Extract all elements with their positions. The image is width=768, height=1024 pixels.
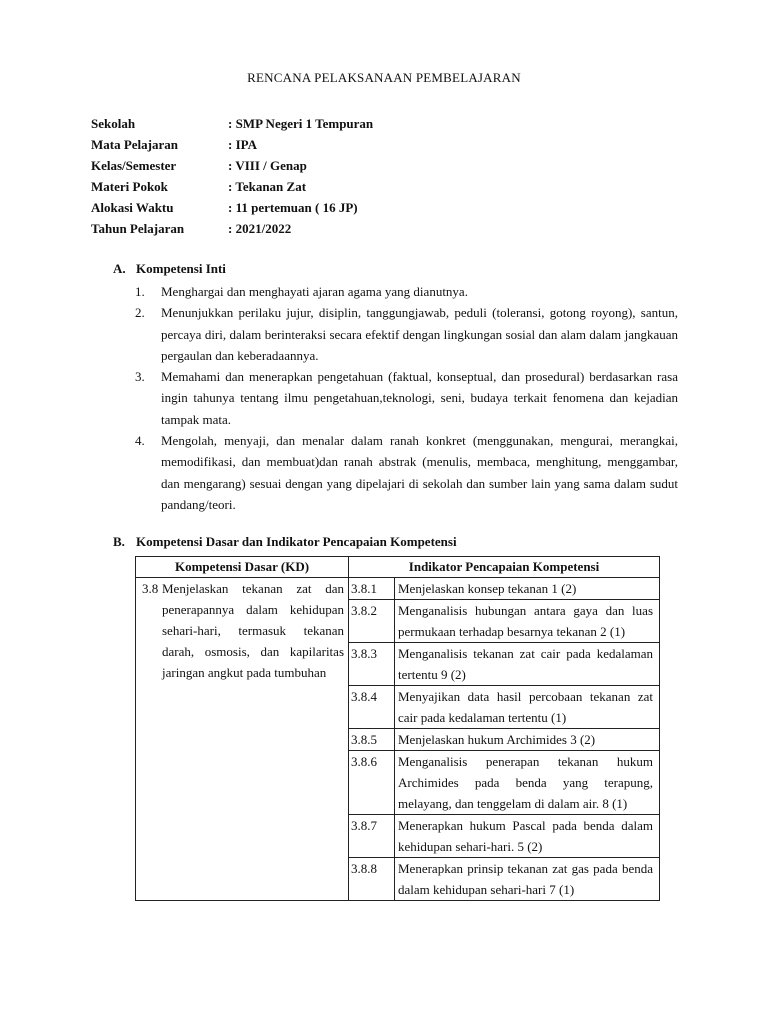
info-block (91, 113, 373, 239)
indicator-text: Menganalisis penerapan tekanan hukum Archimides pada benda yang terapung, melayang, dan tenggelam di dalam air. 8 (1) (395, 751, 660, 815)
kd-text: Menjelaskan tekanan zat dan penerapannya dalam kehidupan sehari-hari, termasuk tekanan darah, osmosis, dan kapilaritas jaringan angkut pada tumbuhan (162, 581, 344, 680)
list-item-number: 3. (135, 369, 145, 385)
list-item-number: 2. (135, 305, 145, 321)
info-label: Mata Pelajaran (91, 137, 179, 152)
indicator-text: Menyajikan data hasil percobaan tekanan zat cair pada kedalaman tertentu (1) (395, 686, 660, 729)
info-value: : Tekanan Zat (228, 179, 307, 194)
section-b-heading (113, 534, 457, 550)
indicator-text: Menganalisis hubungan antara gaya dan luas permukaan terhadap besarnya tekanan 2 (1) (395, 600, 660, 643)
info-label: Sekolah (91, 116, 136, 131)
kd-description (142, 578, 344, 683)
info-row-topic (91, 176, 373, 197)
list-item-text: Menghargai dan menghayati ajaran agama yang dianutnya. (161, 284, 468, 299)
indicator-number: 3.8.1 (349, 578, 395, 600)
section-title: Kompetensi Inti (136, 261, 226, 276)
indicator-number: 3.8.4 (349, 686, 395, 729)
info-value: : IPA (228, 137, 258, 152)
section-letter: B. (113, 534, 125, 549)
kd-cell (136, 578, 349, 901)
indicator-number: 3.8.8 (349, 858, 395, 901)
indicator-text: Menjelaskan konsep tekanan 1 (2) (395, 578, 660, 600)
list-item (135, 281, 678, 302)
info-label: Kelas/Semester (91, 158, 177, 173)
info-value: : VIII / Genap (228, 158, 307, 173)
list-item (135, 430, 678, 515)
info-row-class (91, 155, 373, 176)
section-letter: A. (113, 261, 126, 276)
indicator-number: 3.8.5 (349, 729, 395, 751)
list-item-text: Menunjukkan perilaku jujur, disiplin, tanggungjawab, peduli (toleransi, gotong royong), santun, percaya diri, dalam berinteraksi secara efektif dengan lingkungan sosial dan alam dalam jangkauan pergaulan dan keberadaannya. (161, 305, 678, 363)
indicator-text: Menganalisis tekanan zat cair pada kedalaman tertentu 9 (2) (395, 643, 660, 686)
info-row-school (91, 113, 373, 134)
table-header-row (136, 557, 660, 578)
indicator-number: 3.8.3 (349, 643, 395, 686)
table-header-kd: Kompetensi Dasar (KD) (136, 557, 349, 578)
competency-table (135, 556, 660, 901)
indicator-number: 3.8.2 (349, 600, 395, 643)
info-row-subject (91, 134, 373, 155)
indicator-number: 3.8.6 (349, 751, 395, 815)
indicator-text: Menerapkan prinsip tekanan zat gas pada benda dalam kehidupan sehari-hari 7 (1) (395, 858, 660, 901)
document-title: RENCANA PELAKSANAAN PEMBELAJARAN (247, 70, 521, 85)
list-item (135, 366, 678, 430)
list-item-number: 4. (135, 433, 145, 449)
core-competency-list (135, 281, 678, 515)
info-label: Materi Pokok (91, 179, 168, 194)
list-item-text: Memahami dan menerapkan pengetahuan (faktual, konseptual, dan prosedural) berdasarkan rasa ingin tahunya tentang ilmu pengetahuan,teknologi, seni, budaya terkait fenomena dan kejadian tampak mata. (161, 369, 678, 427)
indicator-text: Menjelaskan hukum Archimides 3 (2) (395, 729, 660, 751)
indicator-number: 3.8.7 (349, 815, 395, 858)
section-a-heading (113, 261, 226, 277)
kd-number: 3.8 (142, 581, 159, 596)
info-row-year (91, 218, 373, 239)
table-row (136, 578, 660, 600)
info-row-time (91, 197, 373, 218)
table-header-indicator: Indikator Pencapaian Kompetensi (349, 557, 660, 578)
list-item (135, 302, 678, 366)
list-item-number: 1. (135, 284, 145, 299)
info-value: : 2021/2022 (228, 221, 292, 236)
info-value: : 11 pertemuan ( 16 JP) (228, 200, 358, 215)
info-label: Alokasi Waktu (91, 200, 174, 215)
info-label: Tahun Pelajaran (91, 221, 185, 236)
indicator-text: Menerapkan hukum Pascal pada benda dalam kehidupan sehari-hari. 5 (2) (395, 815, 660, 858)
list-item-text: Mengolah, menyaji, dan menalar dalam ranah konkret (menggunakan, mengurai, merangkai, memodifikasi, dan membuat)dan ranah abstrak (menulis, membaca, menghitung, menggambar, dan mengarang) sesuai dengan yang dipelajari di sekolah dan sumber lain yang sama dalam sudut pandang/teori. (161, 433, 678, 512)
section-title: Kompetensi Dasar dan Indikator Pencapaian Kompetensi (136, 534, 457, 549)
info-value: : SMP Negeri 1 Tempuran (228, 116, 374, 131)
